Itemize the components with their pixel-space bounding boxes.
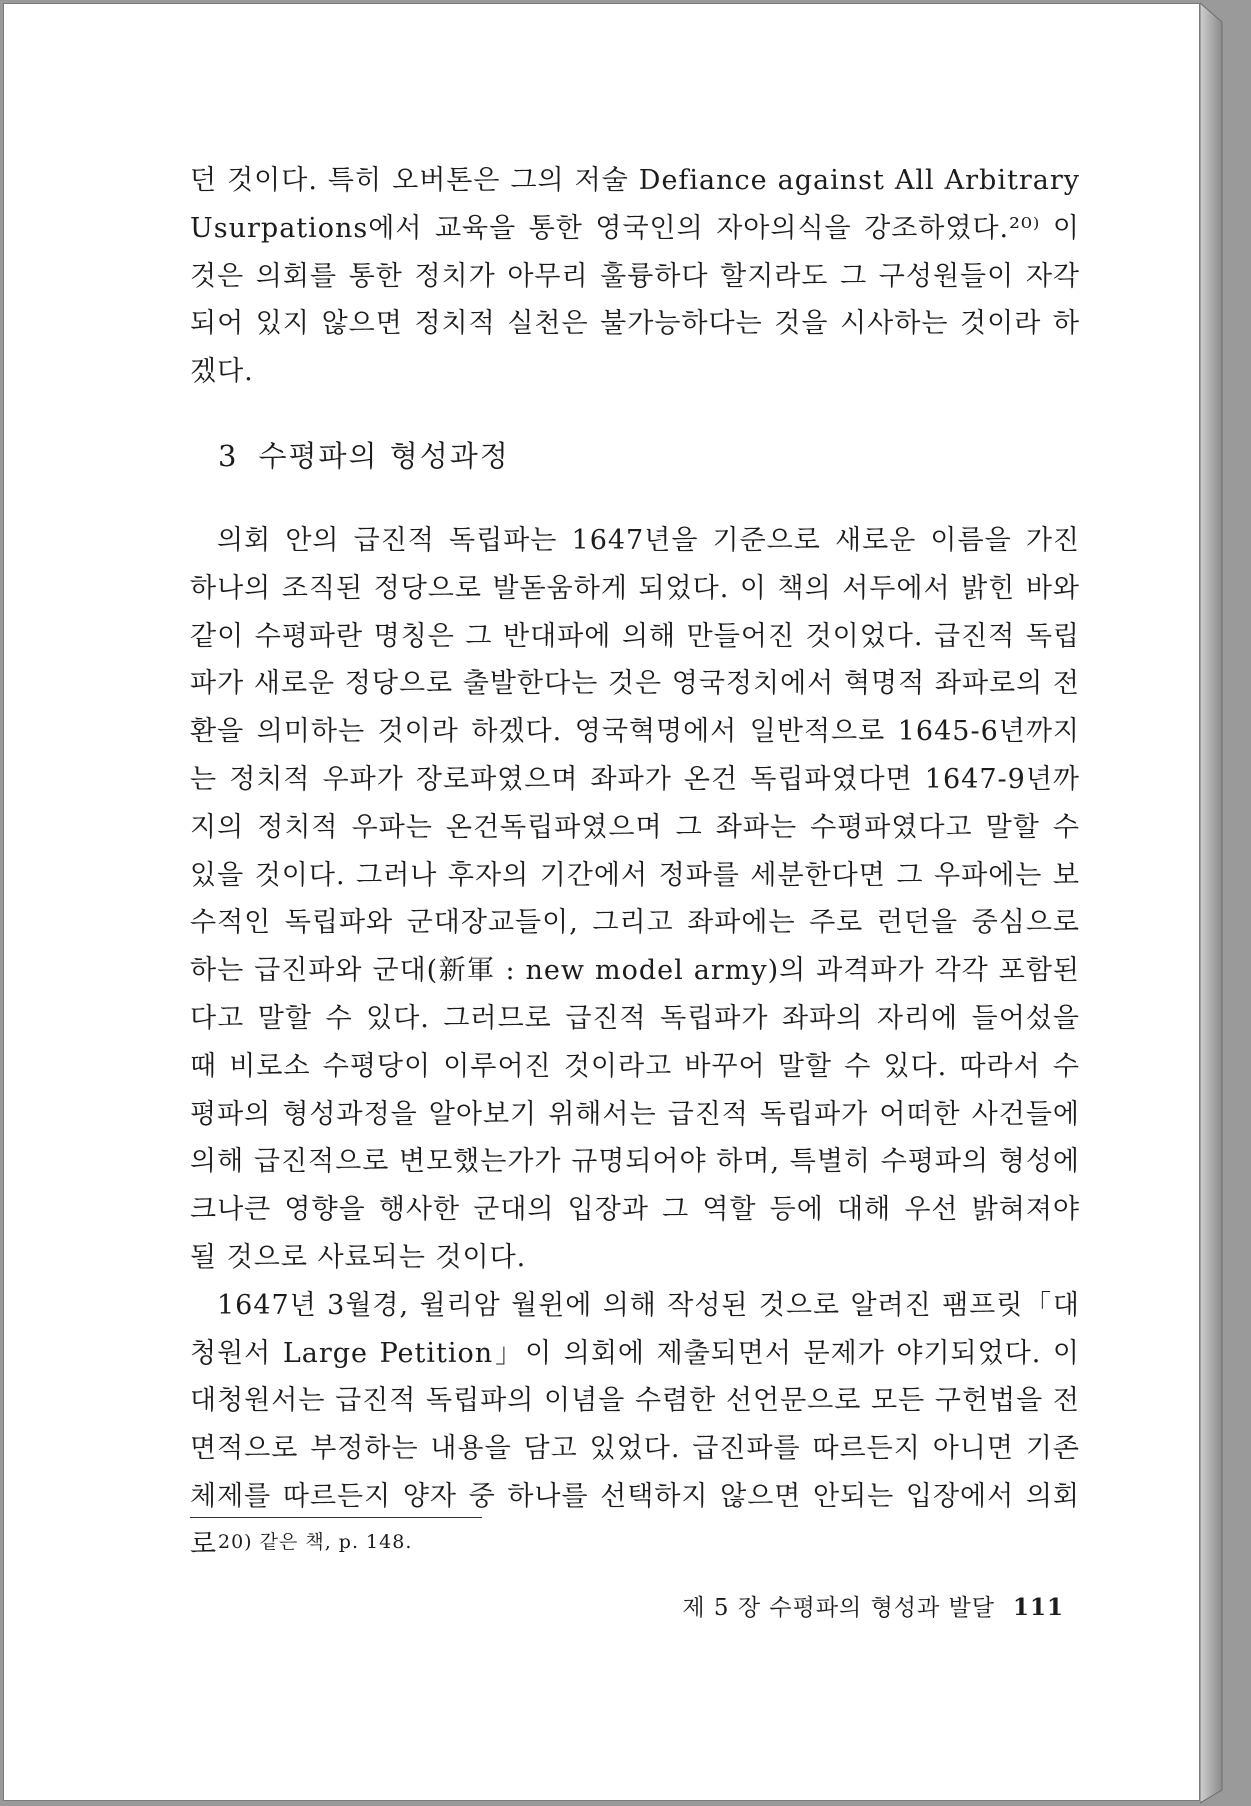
section-title: 수평파의 형성과정 bbox=[258, 439, 510, 473]
paragraph-1 bbox=[190, 157, 1080, 396]
book-page bbox=[3, 3, 1200, 1801]
footnote: 20) 같은 책, p. 148. bbox=[218, 1531, 413, 1553]
chapter-title: 제 5 장 수평파의 형성과 발달 bbox=[682, 1595, 995, 1621]
paragraph-3-text: 1647년 3월경, 윌리암 월윈에 의해 작성된 것으로 알려진 팸프릿「대청원서 Large Petition」이 의회에 제출되면서 문제가 야기되었다. 이 대청원서는 급진적 독립파의 이념을 수렴한 선언문으로 모든 구헌법을 전면적으로 부정하는 내용을 담고 있었다. 급진파를 따르든지 아니면 기존 체제를 따르든지 양자 중 하나를 선택하지 않으면 안되는 입장에서 의회로 bbox=[190, 1289, 1080, 1560]
paragraph-1-text: 던 것이다. 특히 오버톤은 그의 저술 Defiance against All Arbitrary Usurpations에서 교육을 통한 영국인의 자아의식을 강조하였다.²⁰⁾ 이것은 의회를 통한 정치가 아무리 훌륭하다 할지라도 그 구성원들이 자각되어 있지 않으면 정치적 실천은 불가능하다는 것을 시사하는 것이라 하겠다. bbox=[190, 165, 1080, 388]
running-footer bbox=[664, 1589, 1064, 1622]
footnote-divider bbox=[190, 1517, 482, 1518]
page-number: 111 bbox=[1012, 1594, 1064, 1621]
paragraph-2-text: 의회 안의 급진적 독립파는 1647년을 기준으로 새로운 이름을 가진 하나의 조직된 정당으로 발돋움하게 되었다. 이 책의 서두에서 밝힌 바와 같이 수평파란 명칭은 그 반대파에 의해 만들어진 것이었다. 급진적 독립파가 새로운 정당으로 출발한다는 것은 영국정치에서 혁명적 좌파로의 전환을 의미하는 것이라 하겠다. 영국혁명에서 일반적으로 1645-6년까지는 정치적 우파가 장로파였으며 좌파가 온건 독립파였다면 1647-9년까지의 정치적 우파는 온건독립파였으며 그 좌파는 수평파였다고 말할 수 있을 것이다. 그러나 후자의 기간에서 정파를 세분한다면 그 우파에는 보수적인 독립파와 군대장교들이, 그리고 좌파에는 주로 런던을 중심으로 하는 급진파와 군대(新軍 : new model army)의 과격파가 각각 포함된다고 말할 수 있다. 그러므로 급진적 독립파가 좌파의 자리에 들어섰을 때 비로소 수평당이 이루어진 것이라고 바꾸어 말할 수 있다. 따라서 수평파의 형성과정을 알아보기 위해서는 급진적 독립파가 어떠한 사건들에 의해 급진적으로 변모했는가가 규명되어야 하며, 특별히 수평파의 형성에 크나큰 영향을 행사한 군대의 입장과 그 역할 등에 대해 우선 밝혀져야 될 것으로 사료되는 것이다. bbox=[190, 525, 1080, 1273]
section-number: 3 bbox=[218, 439, 239, 473]
section-heading bbox=[218, 434, 510, 475]
paragraph-2 bbox=[190, 517, 1080, 1569]
page-curl-edge bbox=[1200, 0, 1251, 1806]
